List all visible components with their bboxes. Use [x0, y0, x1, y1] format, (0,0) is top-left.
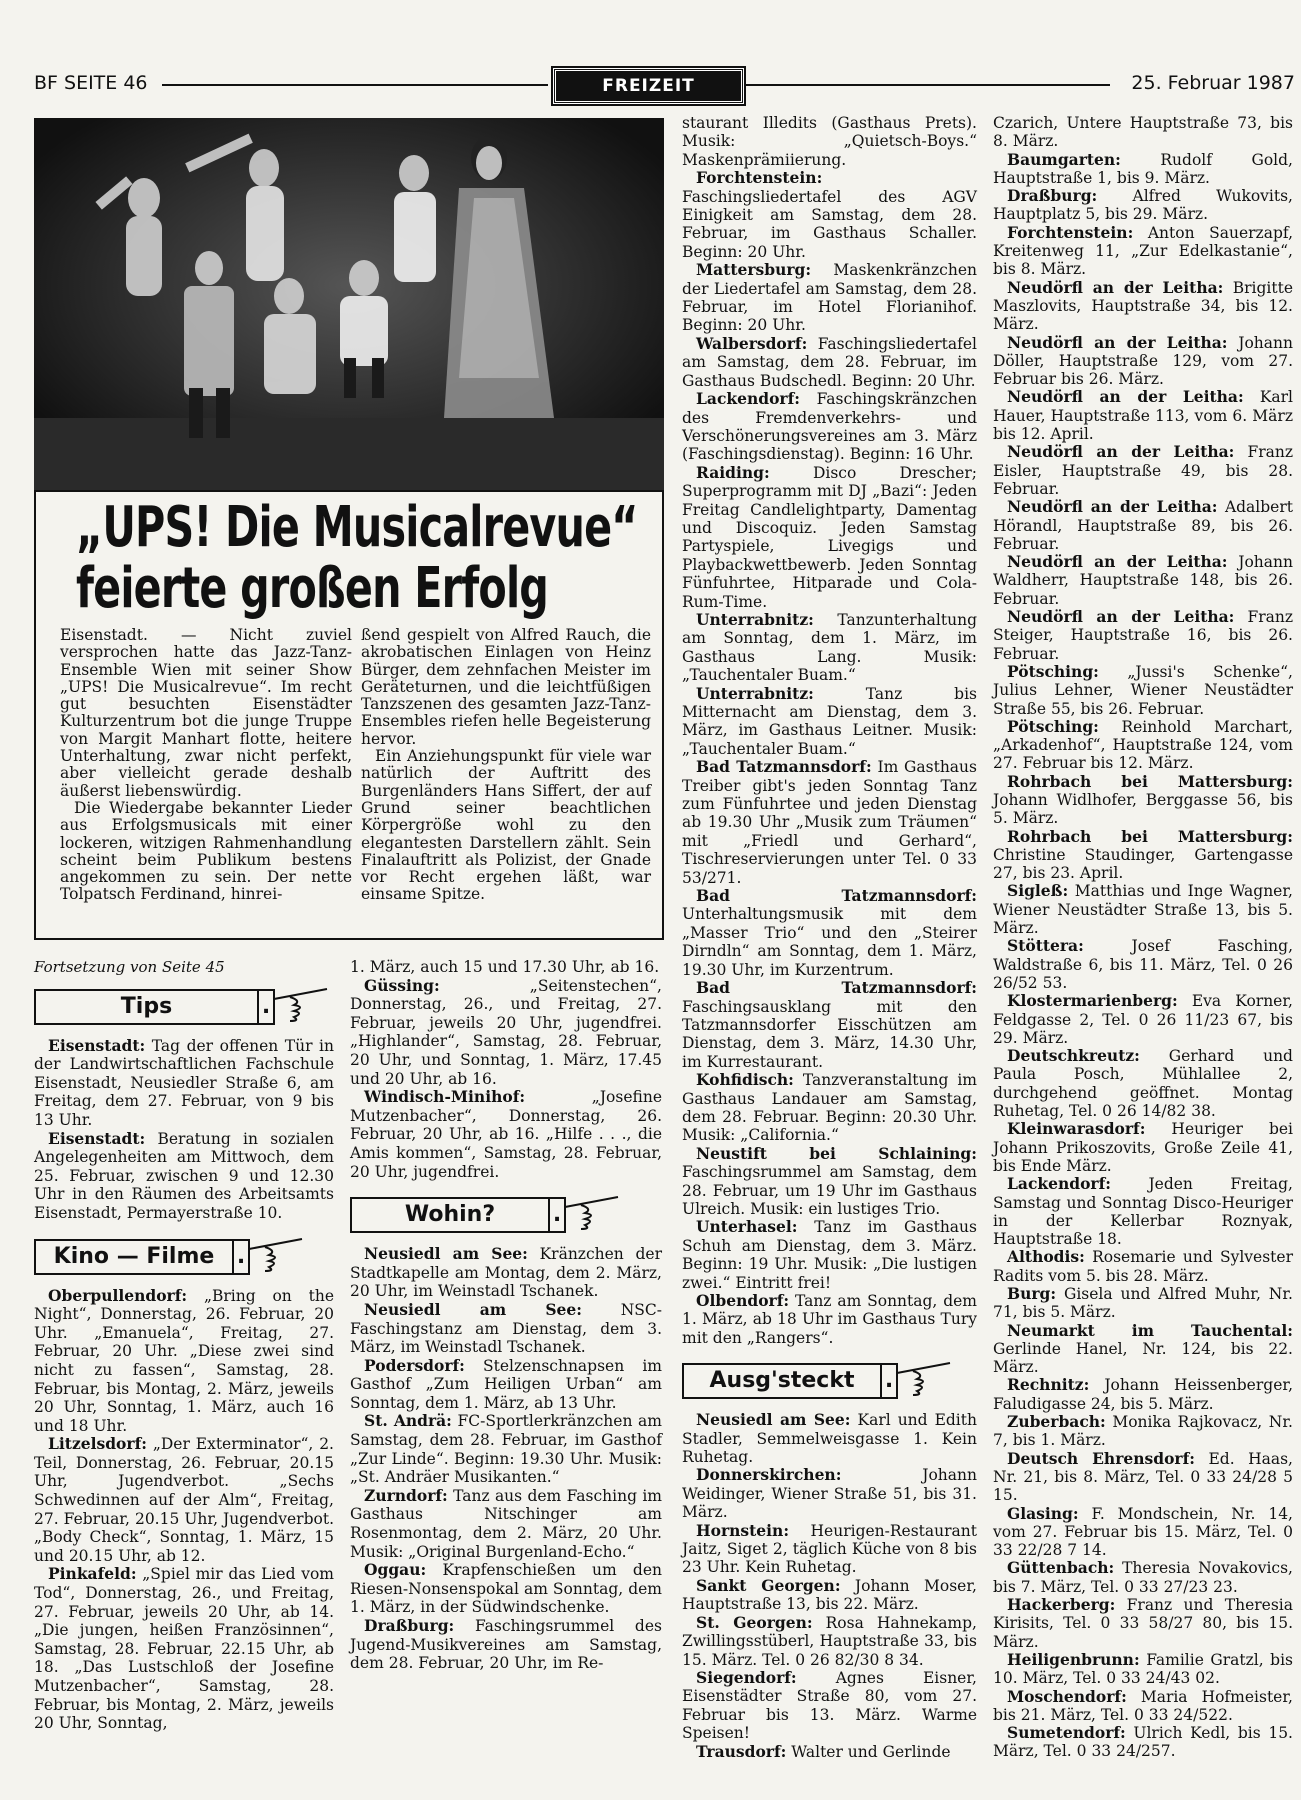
listings-column-right	[993, 114, 1293, 1761]
listing-text: Brigitte Maszlovits, Hauptstraße 34, bis 12. März.	[993, 278, 1293, 334]
listing-entry	[682, 1071, 977, 1145]
listing-place: Litzelsdorf:	[48, 1434, 147, 1454]
listing-entry	[993, 1322, 1293, 1377]
listing-continuation: Czarich, Untere Hauptstraße 73, bis 8. März.	[993, 114, 1293, 151]
listing-entry	[682, 758, 977, 887]
listing-place: Neudörfl an der Leitha:	[1007, 607, 1235, 627]
listing-entry	[993, 663, 1293, 718]
listing-text: Johann Widlhofer, Berggasse 56, bis 5. März.	[993, 790, 1293, 828]
listing-text: Franz Steiger, Hauptstraße 16, bis 26. Februar.	[993, 608, 1293, 663]
listing-entry	[350, 977, 662, 1089]
listing-place: Sankt Georgen:	[696, 1575, 841, 1595]
listing-entry	[993, 224, 1293, 279]
listing-place: Pinkafeld:	[48, 1564, 137, 1584]
listing-text: Heuriger bei Johann Prikoszovits, Große Zeile 41, bis Ende März.	[993, 1120, 1293, 1175]
listing-entry	[682, 979, 977, 1071]
listing-text: „Spiel mir das Lied vom Tod“, Donnerstag, 26., und Freitag, 27. Februar, jeweils 20 Uhr, ab 14. „Die jungen, heißen Französinnen“, Samstag, 28. Februar, 22.15 Uhr, ab 18. „Das Lustschloß der Josefine Mutzenbacher“, Samstag, 28. Februar, bis Montag, 2. März, jeweils 20 Uhr, Sonntag,	[34, 1565, 334, 1733]
listing-text: Faschingsrummel des Jugend-Musikvereines am Samstag, dem 28. Februar, 20 Uhr, im Re-	[350, 1617, 662, 1673]
listing-text: Ulrich Kedl, bis 15. März, Tel. 0 33 24/257.	[993, 1724, 1293, 1761]
listing-place: Neusiedl am See:	[364, 1244, 528, 1264]
listing-entry	[682, 261, 977, 335]
listing-text: Faschingsliedertafel des AGV Einigkeit am Samstag, dem 28. Februar, im Gasthaus Schaller. Beginn: 20 Uhr.	[682, 187, 977, 261]
listing-place: Forchtenstein:	[1007, 222, 1134, 242]
listing-text: NSC-Faschingstanz am Dienstag, dem 3. März, im Weinstadl Tschanek.	[350, 1300, 662, 1357]
listing-entry	[682, 1577, 977, 1614]
listing-entry	[682, 335, 977, 390]
listing-text: Reinhold Marchart, „Arkadenhof“, Hauptstraße 124, vom 27. Februar bis 12. März.	[993, 717, 1293, 773]
listing-place: Neusiedl am See:	[364, 1299, 582, 1319]
listing-place: Neudörfl an der Leitha:	[1007, 332, 1228, 352]
listing-entry	[682, 1292, 977, 1347]
listing-entry	[682, 464, 977, 611]
listing-entry	[682, 887, 977, 979]
listing-text: Gerlinde Hanel, Nr. 124, bis 22. März.	[993, 1339, 1293, 1377]
listing-place: Zurndorf:	[364, 1485, 448, 1505]
listing-text: Tanz aus dem Fasching im Gasthaus Nitschinger am Rosenmontag, dem 2. März, 20 Uhr. Musik: „Original Burgenland-Echo.“	[350, 1486, 662, 1561]
listing-entry	[993, 1724, 1293, 1761]
listing-place: Sumetendorf:	[1007, 1723, 1126, 1743]
listing-text: Karl und Edith Stadler, Semmelweisgasse 1. Kein Ruhetag.	[682, 1411, 977, 1467]
listing-text: „Seitenstechen“, Donnerstag, 26., und Freitag, 27. Februar, jeweils 20 Uhr, jugendfrei. „Highlander“, Samstag, 28. Februar, 20 Uhr, und Sonntag, 1. März, 17.45 und 20 Uhr, ab 16.	[350, 976, 662, 1088]
listing-place: Pötsching:	[1007, 661, 1099, 681]
listing-text: Johann Moser, Hauptstraße 13, bis 22. März.	[682, 1576, 977, 1614]
listing-text: Gisela und Alfred Muhr, Nr. 71, bis 5. März.	[993, 1285, 1293, 1322]
listing-place: Siegendorf:	[696, 1667, 797, 1687]
listing-entry	[682, 611, 977, 685]
listing-place: Draßburg:	[364, 1616, 455, 1635]
listing-text: Faschingsliedertafel am Samstag, dem 28. Februar, im Gasthaus Budschedl. Beginn: 20 Uhr.	[682, 334, 977, 390]
listing-text: Josef Fasching, Waldstraße 6, bis 11. März, Tel. 0 26 26/52 53.	[993, 937, 1293, 992]
listing-place: Kleinwarasdorf:	[1007, 1119, 1146, 1139]
listing-text: „Bring on the Night“, Donnerstag, 26. Februar, 20 Uhr. „Emanuela“, Freitag, 27. Februar, 20 Uhr. „Diese zwei sind nicht zu fassen“, Samstag, 28. Februar, bis Montag, 2. März, jeweils 20 Uhr, Sonntag, 1. März, auch 16 und 18 Uhr.	[34, 1286, 334, 1435]
ausgsteckt-dot-box: .	[880, 1363, 898, 1399]
listing-text: Tanz im Gasthaus Schuh am Dienstag, dem 3. März. Beginn: 19 Uhr. Musik: „Die lustigen zwei.“ Eintritt frei!	[682, 1218, 977, 1292]
listing-place: Moschendorf:	[1007, 1686, 1127, 1706]
listing-entry	[993, 388, 1293, 443]
tips-title: Tips	[34, 989, 259, 1025]
listing-entry	[993, 498, 1293, 553]
listing-place: Neustift bei Schlaining:	[696, 1143, 977, 1163]
listing-entry	[993, 1047, 1293, 1120]
listing-text: Tanz bis Mitternacht am Dienstag, dem 3. März, im Gasthaus Leitner. Musik: „Tauchentaler Buam.“	[682, 684, 977, 758]
article-column-1	[60, 627, 352, 904]
header-rule-left	[162, 84, 548, 86]
listing-entry	[993, 1688, 1293, 1725]
listing-place: Oberpullendorf:	[48, 1285, 188, 1305]
listing-place: Neudörfl an der Leitha:	[1007, 387, 1244, 407]
listing-place: Lackendorf:	[696, 389, 800, 409]
listing-text: Johann Heissenberger, Faludigasse 24, bis 5. März.	[993, 1376, 1293, 1413]
listing-place: St. Georgen:	[696, 1612, 813, 1632]
listing-entry	[993, 334, 1293, 389]
listing-place: Eisenstadt:	[48, 1035, 146, 1055]
listing-place: Zuberbach:	[1007, 1412, 1106, 1432]
article-paragraph: Ein Anziehungspunkt für viele war natürlich der Auftritt des Burgenländers Hans Siffert, der auf Grund seiner beachtlichen Körpergröße wohl zu den elegantesten Darstellern zählt. Sein Finalauftritt als Polizist, der Gnade vor Recht ergehen läßt, war einsame Spitze.	[361, 747, 651, 904]
listing-place: Forchtenstein:	[696, 168, 823, 188]
kino-section-header	[34, 1237, 334, 1277]
listing-entry	[350, 1301, 662, 1357]
listing-entry	[682, 1218, 977, 1292]
listing-place: Unterhasel:	[696, 1217, 798, 1237]
listing-entry	[993, 1505, 1293, 1560]
listing-place: Olbendorf:	[696, 1291, 790, 1310]
listing-entry	[993, 1651, 1293, 1688]
dancers-illustration	[34, 118, 664, 490]
listing-place: Pötsching:	[1007, 716, 1099, 736]
listing-text: Agnes Eisner, Eisenstädter Straße 80, vom 27. Februar bis 13. März. Warme Speisen!	[682, 1668, 977, 1743]
listing-text: Johann Döller, Hauptstraße 129, vom 27. Februar bis 26. März.	[993, 333, 1293, 389]
article-paragraph: Eisenstadt. — Nicht zuviel versprochen hatte das Jazz-Tanz-Ensemble Wien mit seiner Show „UPS! Die Musicalrevue“. Im recht gut besuchten Eisenstädter Kulturzentrum bot die junge Truppe von Margit Manhart flotte, heitere Unterhaltung, zwar nicht perfekt, aber vielleicht gerade deshalb äußerst liebenswürdig.	[60, 626, 352, 800]
listing-entry	[682, 1614, 977, 1669]
listing-place: Althodis:	[1007, 1247, 1085, 1267]
ausgsteckt-section-header	[682, 1361, 977, 1401]
listing-entry	[993, 151, 1293, 188]
listing-entry	[682, 1411, 977, 1466]
listing-text: FC-Sportlerkränzchen am Samstag, dem 28. Februar, im Gasthof „Zur Linde“. Beginn: 19.30 Uhr. Musik: „St. Andräer Musikanten.“	[350, 1412, 662, 1487]
listing-place: Heiligenbrunn:	[1007, 1649, 1140, 1669]
listing-text: „Der Exterminator“, 2. Teil, Donnerstag, 26. Februar, 20.15 Uhr, Jugendverbot. „Sechs Schwedinnen auf der Alm“, Freitag, 27. Februar, 20.15 Uhr, Jugendverbot. „Body Check“, Sonntag, 1. März, 15 und 20.15 Uhr, ab 12.	[34, 1435, 334, 1565]
listing-place: Bad Tatzmannsdorf:	[696, 978, 977, 998]
listing-place: Trausdorf:	[696, 1741, 787, 1761]
listing-entry	[682, 1145, 977, 1219]
listing-text: Faschingsausklang mit den Tatzmannsdorfer Eisschützen am Dienstag, dem 3. März, 14.30 Uhr, im Kurrestaurant.	[682, 997, 977, 1071]
listing-place: Hornstein:	[696, 1520, 790, 1540]
listing-place: Eisenstadt:	[48, 1128, 146, 1148]
listing-entry	[34, 1287, 334, 1436]
wohin-dot-box: .	[548, 1197, 566, 1233]
listing-text: Tag der offenen Tür in der Landwirtschaftlichen Fachschule Eisenstadt, Neusiedler Straße 6, am Freitag, dem 27. Februar, von 9 bis 13 Uhr.	[34, 1036, 334, 1129]
listing-place: Deutsch Ehrensdorf:	[1007, 1448, 1195, 1468]
pointing-hand-icon	[247, 1237, 307, 1277]
listing-text: Ed. Haas, Nr. 21, bis 8. März, Tel. 0 33 24/28 5 15.	[993, 1449, 1293, 1505]
listing-text: Walter und Gerlinde	[791, 1742, 951, 1761]
listing-place: Burg:	[1007, 1284, 1057, 1303]
header-rule-right	[745, 84, 1110, 86]
listing-place: Rechnitz:	[1007, 1375, 1090, 1395]
tips-section-header	[34, 987, 334, 1027]
listing-place: Oggau:	[364, 1560, 427, 1580]
listing-entry	[993, 828, 1293, 883]
listing-place: Bad Tatzmannsdorf:	[696, 886, 977, 906]
listing-text: F. Mondschein, Nr. 14, vom 27. Februar bis 15. März, Tel. 0 33 22/28 7 14.	[993, 1504, 1293, 1560]
listing-place: Bad Tatzmannsdorf:	[696, 757, 872, 777]
listing-entry	[993, 937, 1293, 992]
listing-entry	[993, 1450, 1293, 1505]
listing-text: Heurigen-Restaurant Jaitz, Siget 2, täglich Küche von 8 bis 23 Uhr. Kein Ruhetag.	[682, 1521, 977, 1577]
listing-place: Güssing:	[364, 975, 440, 995]
listing-text: Tanzunterhaltung am Sonntag, dem 1. März, im Gasthaus Lang. Musik: „Tauchentaler Buam.“	[682, 610, 977, 685]
listing-place: Baumgarten:	[1007, 149, 1121, 169]
listing-place: Lackendorf:	[1007, 1174, 1111, 1194]
listing-text: Faschingskränzchen des Fremdenverkehrs- und Verschönerungsvereines am 3. März (Faschingsdienstag). Beginn: 16 Uhr.	[682, 390, 977, 464]
listing-entry	[993, 992, 1293, 1047]
listing-place: St. Andrä:	[364, 1411, 452, 1431]
listing-text: Karl Hauer, Hauptstraße 113, vom 6. März bis 12. April.	[993, 388, 1293, 444]
listing-entry	[350, 1412, 662, 1486]
listing-text: Matthias und Inge Wagner, Wiener Neustädter Straße 13, bis 5. März.	[993, 882, 1293, 938]
listing-entry	[350, 1561, 662, 1617]
pointing-hand-icon	[272, 987, 332, 1027]
listing-place: Neudörfl an der Leitha:	[1007, 277, 1224, 297]
listing-entry	[682, 169, 977, 261]
listing-text: Im Gasthaus Treiber gibt's jeden Sonntag Tanz zum Fünfuhrtee und jeden Dienstag ab 19.30 Uhr „Musik zum Träumen“ mit „Friedl und Gerhard“, Tischreservierungen unter Tel. 0 33 53/271.	[682, 758, 977, 887]
listing-text: Alfred Wukovits, Hauptplatz 5, bis 29. März.	[993, 187, 1293, 224]
listing-place: Stöttera:	[1007, 936, 1084, 956]
listing-text: Maria Hofmeister, bis 21. März, Tel. 0 33 24/522.	[993, 1687, 1293, 1724]
listing-text: Jeden Freitag, Samstag und Sonntag Disco-Heuriger in der Kellerbar Roznyak, Hauptstraße 18.	[993, 1175, 1293, 1249]
listing-entry	[350, 1487, 662, 1561]
listing-text: „Josefine Mutzenbacher“, Donnerstag, 26. Februar, 20 Uhr, ab 16. „Hilfe . . ., die Amis kommen“, Samstag, 28. Februar, 20 Uhr, jugendfrei.	[350, 1088, 662, 1181]
listing-entry	[34, 1565, 334, 1732]
listing-entry	[34, 1130, 334, 1223]
listing-entry	[682, 1466, 977, 1521]
listing-text: Maskenkränzchen der Liedertafel am Samstag, dem 28. Februar, im Hotel Florianihof. Beginn: 20 Uhr.	[682, 261, 977, 335]
listing-place: Hackerberg:	[1007, 1595, 1116, 1615]
listing-entry	[350, 1245, 662, 1301]
listing-place: Windisch-Minihof:	[364, 1087, 526, 1107]
continued-note: Fortsetzung von Seite 45	[34, 958, 225, 976]
article-paragraph: ßend gespielt von Alfred Rauch, die akrobatischen Einlagen von Heinz Bürger, dem zehnfachen Meister im Geräteturnen, und die leichtfüßigen Tanzszenen des gesamten Jazz-Tanz-Ensembles riefen helle Begeisterung hervor.	[361, 626, 651, 748]
listings-column-third	[682, 114, 977, 1761]
listing-entry	[682, 390, 977, 464]
kino-dot-box: .	[232, 1239, 250, 1275]
article-headline-line-2: feierte großen Erfolg	[76, 556, 549, 621]
listing-place: Glasing:	[1007, 1503, 1079, 1523]
article-headline-line-1: „UPS! Die Musicalrevue“	[76, 495, 638, 560]
kino-title: Kino — Filme	[34, 1239, 234, 1275]
listing-text: Johann Weidinger, Wiener Straße 51, bis 31. März.	[682, 1466, 977, 1522]
listing-text: Eva Korner, Feldgasse 2, Tel. 0 26 11/23 67, bis 29. März.	[993, 992, 1293, 1047]
listing-entry	[993, 1413, 1293, 1450]
listing-text: Rosemarie und Sylvester Radits vom 5. bis 28. März.	[993, 1248, 1293, 1285]
section-title: FREIZEIT	[553, 68, 744, 104]
listing-entry	[993, 1596, 1293, 1651]
wohin-section-header	[350, 1195, 662, 1235]
listing-text: Unterhaltungsmusik mit dem „Masser Trio“ und den „Steirer Dirndln“ am Sonntag, dem 1. März, 19.30 Uhr, im Kurzentrum.	[682, 905, 977, 979]
listing-place: Draßburg:	[1007, 186, 1098, 206]
listing-entry	[993, 187, 1293, 224]
listing-entry	[682, 1669, 977, 1743]
listing-place: Sigleß:	[1007, 881, 1069, 901]
listing-entry	[993, 443, 1293, 498]
article-box	[34, 490, 664, 940]
listing-place: Donnerskirchen:	[696, 1465, 842, 1485]
listing-text: Theresia Novakovics, bis 7. März, Tel. 0 33 27/23 23.	[993, 1559, 1293, 1596]
listing-place: Unterrabnitz:	[696, 609, 814, 629]
listing-text: Anton Sauerzapf, Kreitenweg 11, „Zur Edelkastanie“, bis 8. März.	[993, 223, 1293, 279]
article-paragraph: Die Wiedergabe bekannter Lieder aus Erfolgsmusicals mit einer lockeren, witzigen Rahmenhandlung scheint beim Publikum bestens angekommen zu sein. Der nette Tolpatsch Ferdinand, hinrei-	[60, 798, 352, 904]
listing-entry	[682, 1743, 977, 1761]
listing-entry	[993, 608, 1293, 663]
listing-text: Christine Staudinger, Gartengasse 27, bis 23. April.	[993, 845, 1293, 883]
listing-text: Kränzchen der Stadtkapelle am Montag, dem 2. März, 20 Uhr, im Weinstadl Tschanek.	[350, 1245, 662, 1301]
page-label: BF SEITE 46	[34, 72, 148, 94]
listing-continuation: staurant Illedits (Gasthaus Prets). Musik: „Quietsch-Boys.“ Maskenprämiierung.	[682, 114, 977, 169]
listing-entry	[350, 1357, 662, 1413]
listing-entry	[993, 279, 1293, 334]
listing-place: Neudörfl an der Leitha:	[1007, 552, 1228, 572]
article-column-2	[361, 627, 651, 904]
listing-text: Johann Waldherr, Hauptstraße 148, bis 26. Februar.	[993, 553, 1293, 608]
listing-place: Raiding:	[696, 462, 770, 482]
pointing-hand-icon	[563, 1195, 623, 1235]
listing-place: Neudörfl an der Leitha:	[1007, 442, 1235, 462]
ausgsteckt-title: Ausg'steckt	[682, 1363, 882, 1399]
pointing-hand-icon	[895, 1361, 955, 1401]
listing-text: Faschingsrummel am Samstag, dem 28. Februar, um 19 Uhr im Gasthaus Ulreich. Musik: ein lustiges Trio.	[682, 1163, 977, 1218]
listing-place: Güttenbach:	[1007, 1558, 1115, 1578]
listing-place: Rohrbach bei Mattersburg:	[1007, 771, 1293, 791]
listing-text: Disco Drescher; Superprogramm mit DJ „Bazi“: Jeden Freitag Candlelightparty, Damentag und Discoquiz. Jeden Samstag Partyspiele, Livegigs und Playbackwettbewerb. Jeden Sonntag Fünfuhrtee, Hitparade und Cola-Rum-Time.	[682, 463, 977, 611]
listing-text: Beratung in sozialen Angelegenheiten am Mittwoch, dem 25. Februar, zwischen 9 und 12.30 Uhr in den Räumen des Arbeitsamts Eisenstadt, Permayerstraße 10.	[34, 1129, 334, 1222]
listing-place: Deutschkreutz:	[1007, 1046, 1140, 1066]
listing-text: Stelzenschnapsen im Gasthof „Zum Heiligen Urban“ am Sonntag, dem 1. März, ab 13 Uhr.	[350, 1356, 662, 1412]
listing-place: Neudörfl an der Leitha:	[1007, 497, 1218, 517]
wohin-title: Wohin?	[350, 1197, 550, 1233]
listings-column-middle	[350, 958, 662, 1673]
tips-dot-box: .	[257, 989, 275, 1025]
listing-place: Podersdorf:	[364, 1355, 465, 1375]
listing-place: Kohfidisch:	[696, 1070, 794, 1090]
listing-entry	[682, 685, 977, 759]
listing-entry	[993, 1285, 1293, 1322]
listing-place: Neumarkt im Tauchental:	[1007, 1320, 1293, 1340]
listing-place: Klostermarienberg:	[1007, 991, 1178, 1011]
listing-continuation: 1. März, auch 15 und 17.30 Uhr, ab 16.	[350, 958, 660, 976]
listing-text: Rudolf Gold, Hauptstraße 1, bis 9. März.	[993, 150, 1293, 187]
listing-text: Tanzveranstaltung im Gasthaus Landauer am Samstag, dem 28. Februar. Beginn: 20.30 Uhr. Musik: „California.“	[682, 1071, 977, 1145]
listing-text: Franz und Theresia Kirisits, Tel. 0 33 58/27 80, bis 15. März.	[993, 1596, 1293, 1651]
listing-entry	[993, 1248, 1293, 1285]
listing-entry	[682, 1522, 977, 1577]
listing-entry	[350, 1617, 662, 1673]
listing-entry	[993, 773, 1293, 828]
listing-entry	[993, 882, 1293, 937]
listing-text: Adalbert Hörandl, Hauptstraße 89, bis 26. Februar.	[993, 498, 1293, 553]
listing-text: Monika Rajkovacz, Nr. 7, bis 1. März.	[993, 1413, 1293, 1450]
listing-text: „Jussi's Schenke“, Julius Lehner, Wiener Neustädter Straße 55, bis 26. Februar.	[993, 662, 1293, 718]
listing-entry	[993, 718, 1293, 773]
listing-entry	[350, 1088, 662, 1181]
listing-entry	[34, 1435, 334, 1565]
listing-place: Mattersburg:	[696, 260, 812, 280]
listings-column-left	[34, 958, 334, 1733]
listing-entry	[993, 1376, 1293, 1413]
dance-photo	[34, 118, 664, 490]
listing-text: Krapfenschießen um den Riesen-Nonsenspokal am Sonntag, dem 1. März, in der Südwindschenke.	[350, 1561, 662, 1617]
listing-text: Tanz am Sonntag, dem 1. März, ab 18 Uhr im Gasthaus Tury mit den „Rangers“.	[682, 1292, 977, 1347]
listing-text: Familie Gratzl, bis 10. März, Tel. 0 33 24/43 02.	[993, 1650, 1293, 1688]
listing-entry	[993, 553, 1293, 608]
listing-place: Unterrabnitz:	[696, 683, 814, 703]
listing-entry	[993, 1559, 1293, 1596]
listing-text: Gerhard und Paula Posch, Mühlallee 2, durchgehend geöffnet. Montag Ruhetag, Tel. 0 26 14/82 38.	[993, 1047, 1293, 1121]
listing-text: Rosa Hahnekamp, Zwillingsstüberl, Hauptstraße 33, bis 15. März. Tel. 0 26 82/30 8 34.	[682, 1613, 977, 1669]
listing-entry	[993, 1120, 1293, 1175]
listing-entry	[34, 1037, 334, 1130]
listing-place: Rohrbach bei Mattersburg:	[1007, 826, 1293, 846]
listing-place: Walbersdorf:	[696, 333, 808, 353]
issue-date: 25. Februar 1987	[1131, 72, 1295, 94]
listing-entry	[993, 1175, 1293, 1248]
listing-text: Franz Eisler, Hauptstraße 49, bis 28. Februar.	[993, 443, 1293, 498]
listing-place: Neusiedl am See:	[696, 1410, 851, 1430]
